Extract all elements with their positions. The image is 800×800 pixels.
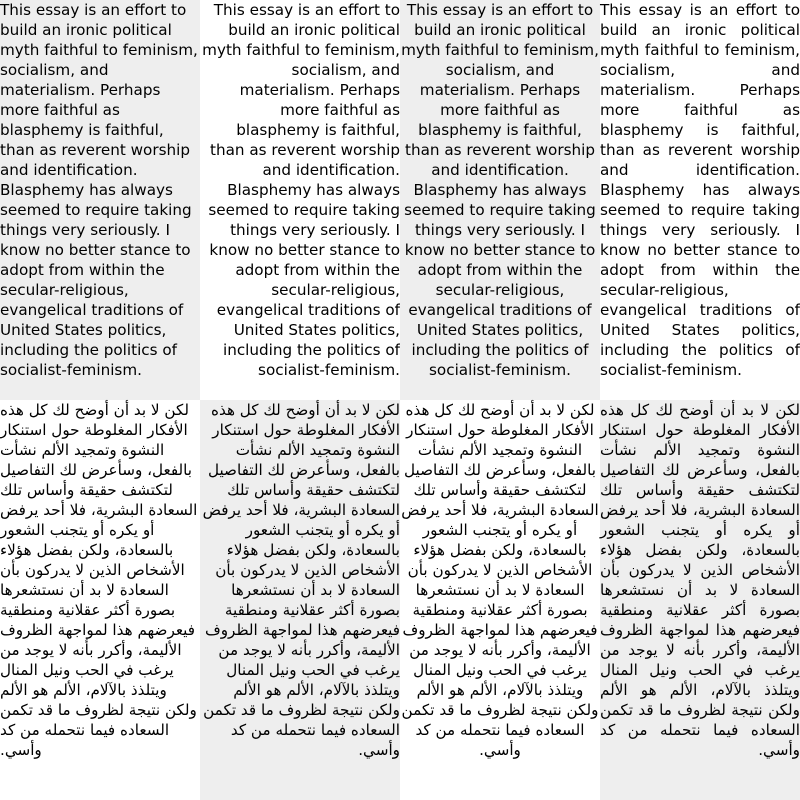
- english-text-center-aligned: [400, 0, 600, 400]
- arabic-text-center-aligned: [400, 400, 600, 800]
- arabic-text-left-aligned: [0, 400, 200, 800]
- english-text-right-aligned: [200, 0, 400, 400]
- english-text-justified: [600, 0, 800, 400]
- english-paragraph: This essay is an effort to build an ironic political myth faithful to feminism, socialism, and materialism. Perhaps more faithful as blasphemy is faithful, than as reverent worship and identification. Blasphemy has always seemed to require taking things very seriously. I know no better stance to adopt from within the secular-religious, evangelical traditions of United States politics, including the politics of socialist-feminism.: [600, 1, 800, 379]
- arabic-paragraph: لكن لا بد أن أوضح لك كل هذه الأفكار المغلوطة حول استنكار النشوة وتمجيد الألم نشأت بالفعل، وسأعرض لك التفاصيل لتكتشف حقيقة وأساس تلك السعادة البشرية، فلا أحد يرفض أو يكره أو يتجنب الشعور بالسعادة، ولكن بفضل هؤلاء الأشخاص الذين لا يدركون بأن السعادة لا بد أن نستشعرها بصورة أكثر عقلانية ومنطقية فيعرضهم هذا لمواجهة الظروف الأليمة، وأكرر بأنه لا يوجد من يرغب في الحب ونيل المنال ويتلذذ بالآلام، الألم هو الألم ولكن نتيجة لظروف ما قد تكمن السعاده فيما نتحمله من كد وأسي.: [401, 401, 599, 759]
- arabic-text-justified: [600, 400, 800, 800]
- arabic-paragraph: لكن لا بد أن أوضح لك كل هذه الأفكار المغلوطة حول استنكار النشوة وتمجيد الألم نشأت بالفعل، وسأعرض لك التفاصيل لتكتشف حقيقة وأساس تلك السعادة البشرية، فلا أحد يرفض أو يكره أو يتجنب الشعور بالسعادة، ولكن بفضل هؤلاء الأشخاص الذين لا يدركون بأن السعادة لا بد أن نستشعرها بصورة أكثر عقلانية ومنطقية فيعرضهم هذا لمواجهة الظروف الأليمة، وأكرر بأنه لا يوجد من يرغب في الحب ونيل المنال ويتلذذ بالآلام، الألم هو الألم ولكن نتيجة لظروف ما قد تكمن السعاده فيما نتحمله من كد وأسي.: [202, 401, 400, 759]
- english-paragraph: This essay is an effort to build an ironic political myth faithful to feminism, socialism, and materialism. Perhaps more faithful as blasphemy is faithful, than as reverent worship and identification. Blasphemy has always seemed to require taking things very seriously. I know no better stance to adopt from within the secular-religious, evangelical traditions of United States politics, including the politics of socialist-feminism.: [401, 1, 599, 379]
- arabic-text-right-aligned: [200, 400, 400, 800]
- english-paragraph: This essay is an effort to build an ironic political myth faithful to feminism, socialism, and materialism. Perhaps more faithful as blasphemy is faithful, than as reverent worship and identification. Blasphemy has always seemed to require taking things very seriously. I know no better stance to adopt from within the secular-religious, evangelical traditions of United States politics, including the politics of socialist-feminism.: [202, 1, 400, 379]
- english-text-left-aligned: [0, 0, 200, 400]
- arabic-paragraph: لكن لا بد أن أوضح لك كل هذه الأفكار المغلوطة حول استنكار النشوة وتمجيد الألم نشأت بالفعل، وسأعرض لك التفاصيل لتكتشف حقيقة وأساس تلك السعادة البشرية، فلا أحد يرفض أو يكره أو يتجنب الشعور بالسعادة، ولكن بفضل هؤلاء الأشخاص الذين لا يدركون بأن السعادة لا بد أن نستشعرها بصورة أكثر عقلانية ومنطقية فيعرضهم هذا لمواجهة الظروف الأليمة، وأكرر بأنه لا يوجد من يرغب في الحب ونيل المنال ويتلذذ بالآلام، الألم هو الألم ولكن نتيجة لظروف ما قد تكمن السعاده فيما نتحمله من كد وأسي.: [0, 401, 198, 759]
- english-paragraph: This essay is an effort to build an ironic political myth faithful to feminism, socialism, and materialism. Perhaps more faithful as blasphemy is faithful, than as reverent worship and identification. Blasphemy has always seemed to require taking things very seriously. I know no better stance to adopt from within the secular-religious, evangelical traditions of United States politics, including the politics of socialist-feminism.: [0, 1, 198, 379]
- arabic-paragraph: لكن لا بد أن أوضح لك كل هذه الأفكار المغلوطة حول استنكار النشوة وتمجيد الألم نشأت بالفعل، وسأعرض لك التفاصيل لتكتشف حقيقة وأساس تلك السعادة البشرية، فلا أحد يرفض أو يكره أو يتجنب الشعور بالسعادة، ولكن بفضل هؤلاء الأشخاص الذين لا يدركون بأن السعادة لا بد أن نستشعرها بصورة أكثر عقلانية ومنطقية فيعرضهم هذا لمواجهة الظروف الأليمة، وأكرر بأنه لا يوجد من يرغب في الحب ونيل المنال ويتلذذ بالآلام، الألم هو الألم ولكن نتيجة لظروف ما قد تكمن السعاده فيما نتحمله من كد وأسي.: [600, 401, 800, 759]
